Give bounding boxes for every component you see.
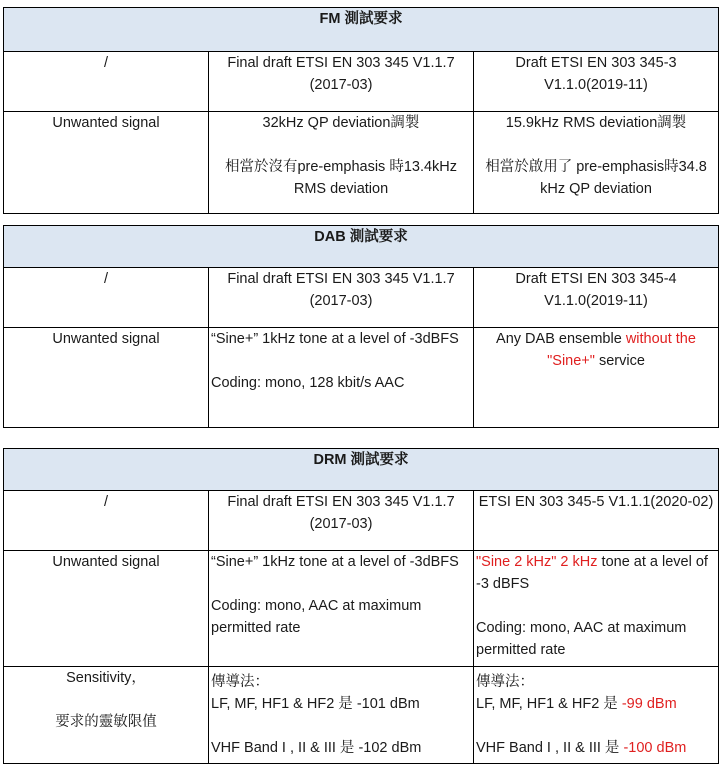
dab-v117-tone: “Sine+” 1kHz tone at a level of -3dBFS [211, 331, 459, 347]
drm-345-5-lf-text: LF, MF, HF1 & HF2 是 [476, 696, 622, 712]
dab-345-4-text-a: Any DAB ensemble [496, 331, 626, 347]
fm-v117-deviation: 32kHz QP deviation調製 [262, 115, 420, 131]
dab-unwanted-signal-label: Unwanted signal [4, 328, 209, 428]
drm-345-5-vhf-text: VHF Band I , II & III 是 [476, 740, 624, 756]
fm-345-3-equivalent: 相當於啟用了 pre-emphasis時34.8 kHz QP deviation [485, 159, 707, 197]
fm-title: FM 測試要求 [4, 8, 719, 52]
drm-sensitivity-label-zh: 要求的靈敏限值 [55, 714, 157, 730]
drm-345-5-tone-red: "Sine 2 kHz" 2 kHz [476, 554, 598, 570]
drm-v117-vhf: VHF Band I , II & III 是 -102 dBm [211, 740, 422, 756]
drm-345-5-lf-mf-hf [476, 693, 716, 715]
drm-sensitivity-label-en: Sensitivity， [66, 670, 146, 686]
dab-345-4-text-c: service [594, 353, 645, 369]
dab-unwanted-signal-v117 [209, 328, 474, 428]
drm-345-5-coding: Coding: mono, AAC at maximum permitted rate [476, 620, 687, 658]
drm-v117-coding: Coding: mono, AAC at maximum permitted rate [211, 598, 422, 636]
fm-v117-equivalent: 相當於沒有pre-emphasis 時13.4kHz RMS deviation [224, 159, 458, 197]
drm-title: DRM 測試要求 [4, 449, 719, 491]
fm-row-label-slash: / [4, 52, 209, 112]
drm-345-5-tone-rest: tone at a level of -3 dBFS [476, 554, 708, 592]
drm-v117-method: 傳導法： [211, 674, 269, 690]
dab-row-label-slash: / [4, 268, 209, 328]
drm-unwanted-signal-345-5 [474, 551, 719, 667]
fm-standard-345-3: Draft ETSI EN 303 345-3 V1.1.0(2019-11) [474, 52, 719, 112]
drm-standard-345-5: ETSI EN 303 345-5 V1.1.1(2020-02) [474, 491, 719, 551]
fm-unwanted-signal-label: Unwanted signal [4, 112, 209, 214]
dab-345-4-text-red: without the "Sine+" [547, 331, 696, 369]
drm-unwanted-signal-label: Unwanted signal [4, 551, 209, 667]
drm-v117-tone: “Sine+” 1kHz tone at a level of -3dBFS [211, 554, 459, 570]
drm-345-5-lf-value: -99 dBm [621, 696, 677, 712]
drm-table [3, 448, 719, 764]
fm-345-3-deviation: 15.9kHz RMS deviation調製 [505, 115, 687, 131]
drm-sensitivity-v117 [209, 667, 474, 764]
dab-standard-345-4: Draft ETSI EN 303 345-4 V1.1.0(2019-11) [474, 268, 719, 328]
drm-345-5-vhf-value: -100 dBm [623, 740, 687, 756]
drm-345-5-method: 傳導法： [476, 674, 534, 690]
dab-table [3, 225, 719, 428]
fm-table [3, 7, 719, 214]
drm-unwanted-signal-v117 [209, 551, 474, 667]
drm-standard-v117: Final draft ETSI EN 303 345 V1.1.7 (2017-03) [209, 491, 474, 551]
fm-unwanted-signal-v117 [209, 112, 474, 214]
dab-standard-v117: Final draft ETSI EN 303 345 V1.1.7 (2017-03) [209, 268, 474, 328]
fm-unwanted-signal-345-3 [474, 112, 719, 214]
drm-345-5-vhf [476, 737, 716, 759]
drm-sensitivity-345-5 [474, 667, 719, 764]
dab-title: DAB 測試要求 [4, 226, 719, 268]
drm-row-label-slash: / [4, 491, 209, 551]
dab-unwanted-signal-345-4 [474, 328, 719, 428]
drm-sensitivity-label [4, 667, 209, 764]
fm-standard-v117: Final draft ETSI EN 303 345 V1.1.7 (2017-03) [209, 52, 474, 112]
dab-v117-coding: Coding: mono, 128 kbit/s AAC [211, 375, 405, 391]
drm-v117-lf-mf-hf: LF, MF, HF1 & HF2 是 -101 dBm [211, 696, 420, 712]
drm-345-5-tone [476, 551, 716, 595]
